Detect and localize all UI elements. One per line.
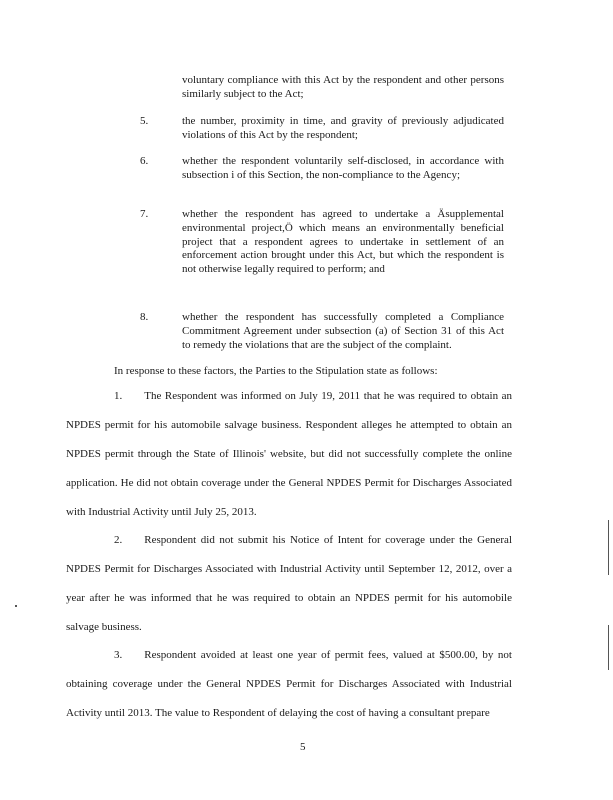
numbered-paragraph [66, 382, 512, 527]
paragraph-number: 3. [114, 649, 123, 661]
numbered-paragraph [66, 641, 512, 728]
item-text: whether the respondent voluntarily self-disclosed, in accordance with subsection i of this Section, the non-compliance to the Agency; [182, 155, 504, 181]
item-number: 5. [140, 115, 149, 127]
scan-artifact [608, 520, 609, 575]
item-text: whether the respondent has successfully completed a Compliance Commitment Agreement under subsection (a) of Section 31 of this Act to remedy the violations that are the subject of the complaint. [182, 311, 504, 351]
item-number: 8. [140, 311, 149, 323]
continuation-text: voluntary compliance with this Act by the respondent and other persons similarly subject to the Act; [182, 74, 504, 100]
scan-artifact [15, 605, 17, 607]
item-text: whether the respondent has agreed to undertake a Äsupplemental environmental project,Ö which means an environmentally beneficial project that a respondent agrees to undertake in settlement of an enforcement action brought under this Act, but which the respondent is not otherwise legally required to perform; and [182, 208, 504, 276]
item-number: 7. [140, 208, 149, 220]
paragraph-text: Respondent did not submit his Notice of Intent for coverage under the General NPDES Permit for Discharges Associated with Industrial Activity until September 12, 2012, over a year after he was informed that he was required to obtain an NPDES permit for his automobile salvage business. [66, 534, 512, 633]
paragraph-text: Respondent avoided at least one year of permit fees, valued at $500.00, by not obtaining coverage under the General NPDES Permit for Discharges Associated with Industrial Activity until 2013. The value to Respondent of delaying the cost of having a consultant prepare [66, 649, 512, 719]
paragraph-number: 1. [114, 390, 123, 402]
page-number: 5 [300, 741, 306, 753]
paragraph-text: The Respondent was informed on July 19, 2011 that he was required to obtain an NPDES permit for his automobile salvage business. Respondent alleges he attempted to obtain an NPDES permit through the State of Illinois' website, but did not successfully complete the online application. He did not obtain coverage under the General NPDES Permit for Discharges Associated with Industrial Activity until July 25, 2013. [66, 390, 512, 518]
numbered-paragraph [66, 526, 512, 642]
paragraph-number: 2. [114, 534, 123, 546]
intro-text: In response to these factors, the Parties to the Stipulation state as follows: [114, 365, 438, 377]
item-text: the number, proximity in time, and gravity of previously adjudicated violations of this Act by the respondent; [182, 115, 504, 141]
scan-artifact [608, 625, 609, 670]
item-number: 6. [140, 155, 149, 167]
